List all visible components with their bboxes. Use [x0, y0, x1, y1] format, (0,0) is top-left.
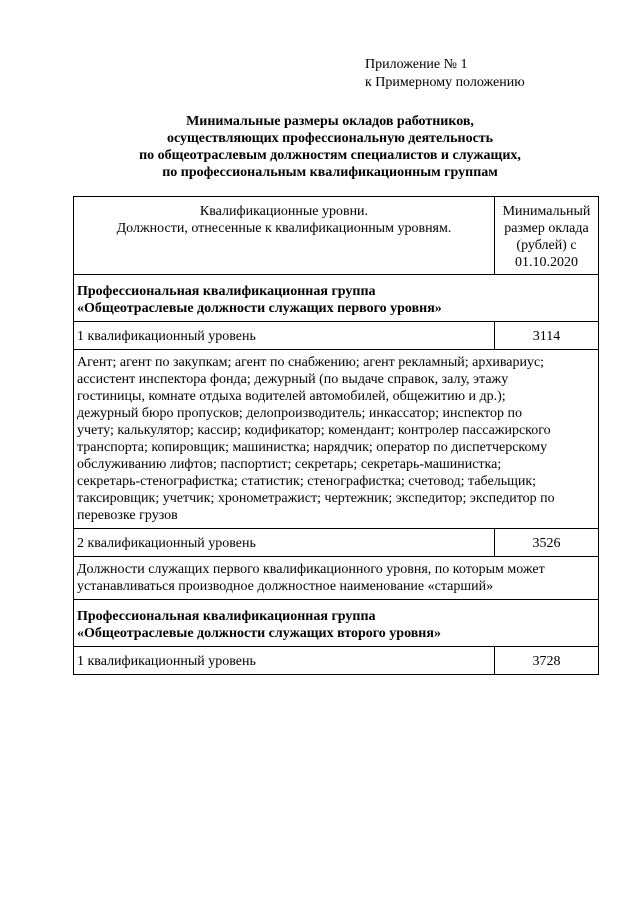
group-row [74, 275, 599, 322]
appendix-reference [365, 56, 525, 92]
appendix-regulation: к Примерному положению [365, 75, 525, 90]
positions-line: секретарь-стенографистка; статистик; стенографистка; счетовод; табельщик; [77, 474, 537, 489]
positions-line: дежурный бюро пропусков; делопроизводитель; инкассатор; инспектор по [77, 406, 522, 421]
positions-line: таксировщик; учетчик; хронометражист; чертежник; экспедитор; экспедитор по [77, 491, 555, 506]
group-label: Профессиональная квалификационная группа [77, 284, 376, 299]
header-levels-cell [74, 197, 495, 275]
positions-line: учету; калькулятор; кассир; кодификатор; комендант; контролер пассажирского [77, 423, 551, 438]
header-positions-title: Должности, отнесенные к квалификационным уровням. [116, 221, 452, 236]
header-salary-line: Минимальный [502, 204, 591, 219]
positions-list [74, 557, 599, 600]
level-label: 2 квалификационный уровень [74, 529, 495, 557]
group-label: Профессиональная квалификационная группа [77, 609, 376, 624]
level-row [74, 322, 599, 350]
level-amount: 3526 [495, 529, 599, 557]
group-row [74, 600, 599, 647]
header-levels-title: Квалификационные уровни. [199, 204, 369, 219]
level-row [74, 647, 599, 675]
level-amount: 3728 [495, 647, 599, 675]
title-line: по общеотраслевым должностям специалистов и служащих, [139, 148, 521, 163]
positions-line: гостиницы, комнате отдыха водителей автомобилей, общежитию и др.); [77, 389, 506, 404]
positions-list [74, 350, 599, 529]
header-salary-line: размер оклада [504, 221, 589, 236]
positions-line: ассистент инспектора фонда; дежурный (по выдаче справок, залу, этажу [77, 372, 509, 387]
appendix-number: Приложение № 1 [365, 57, 468, 72]
level-amount: 3114 [495, 322, 599, 350]
document-title [80, 113, 580, 181]
positions-line: транспорта; копировщик; машинистка; нарядчик; оператор по диспетчерскому [77, 440, 548, 455]
table-header-row [74, 197, 599, 275]
title-line: осуществляющих профессиональную деятельность [166, 131, 494, 146]
group2-heading [74, 600, 599, 647]
level-label: 1 квалификационный уровень [74, 322, 495, 350]
title-line: по профессиональным квалификационным группам [162, 165, 498, 180]
header-salary-cell [495, 197, 599, 275]
positions-line: Агент; агент по закупкам; агент по снабжению; агент рекламный; архивариус; [77, 355, 545, 370]
title-line: Минимальные размеры окладов работников, [186, 114, 474, 129]
header-salary-date: 01.10.2020 [515, 255, 578, 270]
level-label: 1 квалификационный уровень [74, 647, 495, 675]
positions-line: Должности служащих первого квалификационного уровня, по которым может [77, 562, 545, 577]
positions-line: перевозке грузов [77, 508, 178, 523]
positions-row [74, 557, 599, 600]
salary-table [73, 196, 599, 675]
group-name: «Общеотраслевые должности служащих первого уровня» [77, 301, 442, 316]
positions-row [74, 350, 599, 529]
header-salary-line: (рублей) с [516, 238, 577, 253]
group-name: «Общеотраслевые должности служащих второго уровня» [77, 626, 441, 641]
positions-line: устанавливаться производное должностное наименование «старший» [77, 579, 494, 594]
positions-line: обслуживанию лифтов; паспортист; секретарь; секретарь-машинистка; [77, 457, 502, 472]
group1-heading [74, 275, 599, 322]
level-row [74, 529, 599, 557]
